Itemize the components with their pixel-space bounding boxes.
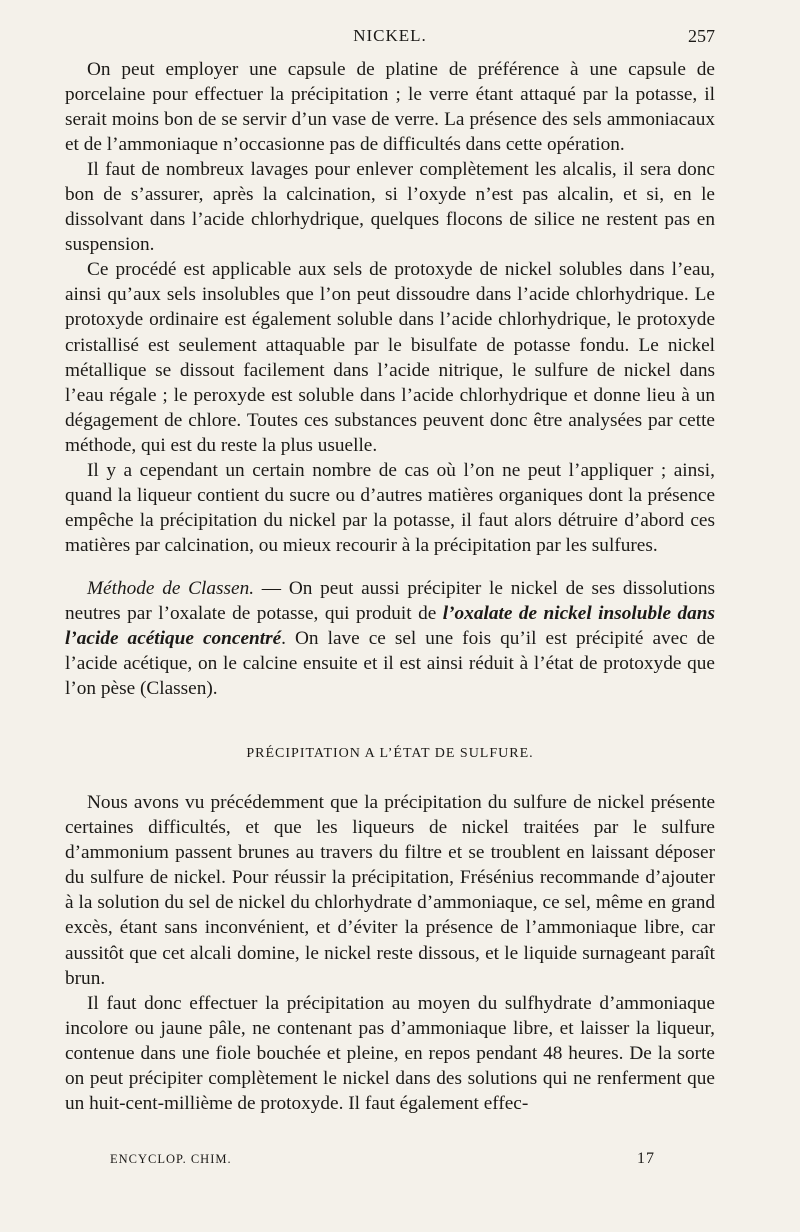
paragraph-sulfhydrate: Il faut donc effectuer la précipitation au moyen du sulfhydrate d’ammoniaque incolore ou jaune pâle, ne contenant pas d’ammoniaque libre, et laisser la liqueur, contenue dans une fiole bouchée et pleine, en repos pendant 48 heures. De la sorte on peut précipiter complètement le nickel dans des solutions qui ne renferment que un huit-cent-millième de protoxyde. Il faut également effec- xyxy=(65,992,715,1114)
page-number: 257 xyxy=(688,26,715,46)
running-head xyxy=(65,26,715,50)
classen-emphasis: l’oxalate de nickel insoluble dans l’acide acétique concentré xyxy=(65,602,716,650)
paragraph-lavages: Il faut de nombreux lavages pour enlever complètement les alcalis, il sera donc bon de s’assurer, après la calcination, si l’oxyde n’est pas alcalin, et si, en le dissolvant dans l’acide chlorhydrique, quelques flocons de silice ne restent pas en suspension. xyxy=(65,159,715,256)
paragraph-methode-classen xyxy=(65,576,715,701)
printer-signature: ENCYCLOP. CHIM. xyxy=(110,1152,232,1166)
signature-number: 17 xyxy=(637,1150,655,1167)
running-title: NICKEL. xyxy=(353,26,427,45)
paragraph-exceptions: Il y a cependant un certain nombre de cas où l’on ne peut l’appliquer ; ainsi, quand la liqueur contient du sucre ou d’autres matières organiques dont la présence empêche la précipitation du nickel par la potasse, il faut alors détruire d’abord ces matières par calcination, ou mieux recourir à la précipitation par les sulfures. xyxy=(65,459,715,556)
section-heading: PRÉCIPITATION A L’ÉTAT DE SULFURE. xyxy=(246,746,534,762)
body-text xyxy=(65,57,715,1116)
classen-method-title: Méthode de Classen. xyxy=(87,577,255,599)
classen-text-a: — On peut aussi précipiter le nickel de ses dissolutions neutres par l’oxalate de potasse, qui produit de xyxy=(65,577,715,624)
paragraph-procede: Ce procédé est applicable aux sels de protoxyde de nickel solubles dans l’eau, ainsi qu’aux sels insolubles que l’on peut dissoudre dans l’acide chlorhydrique. Le protoxyde ordinaire est également soluble dans l’acide chlorhydrique, le protoxyde cristallisé est seulement attaquable par le bisulfate de potasse fondu. Le nickel métallique se dissout facilement dans l’acide nitrique, le sulfure de nickel dans l’eau régale ; le peroxyde est soluble dans l’acide chlorhydrique et donne lieu à un dégagement de chlore. Toutes ces substances peuvent donc être analysées par cette méthode, qui est du reste la plus usuelle. xyxy=(65,259,715,456)
page-footer xyxy=(110,1150,655,1172)
classen-text-b: . On lave ce sel une fois qu’il est précipité avec de l’acide acétique, on le calcine ensuite et il est ainsi réduit à l’état de protoxyde que l’on pèse (Classen). xyxy=(65,628,715,700)
paragraph-sulfure: Nous avons vu précédemment que la précipitation du sulfure de nickel présente certaines difficultés, et que les liqueurs de nickel traitées par le sulfure d’ammonium passent brunes au travers du filtre et se troublent en laissant déposer du sulfure de nickel. Pour réussir la précipitation, Frésénius recommande d’ajouter à la solution du sel de nickel du chlorhydrate d’ammoniaque, ce sel, même en grand excès, étant sans inconvénient, et d’éviter la présence de l’ammoniaque libre, car aussitôt que cet alcali domine, le nickel reste dissous, et le liquide surnageant paraît brun. xyxy=(65,792,715,989)
paragraph-capsule: On peut employer une capsule de platine de préférence à une capsule de porcelaine pour effectuer la précipitation ; le verre étant attaqué par la potasse, il serait moins bon de se servir d’un vase de verre. La présence des sels ammoniacaux et de l’ammoniaque n’occasionne pas de difficultés dans cette opération. xyxy=(65,59,715,156)
